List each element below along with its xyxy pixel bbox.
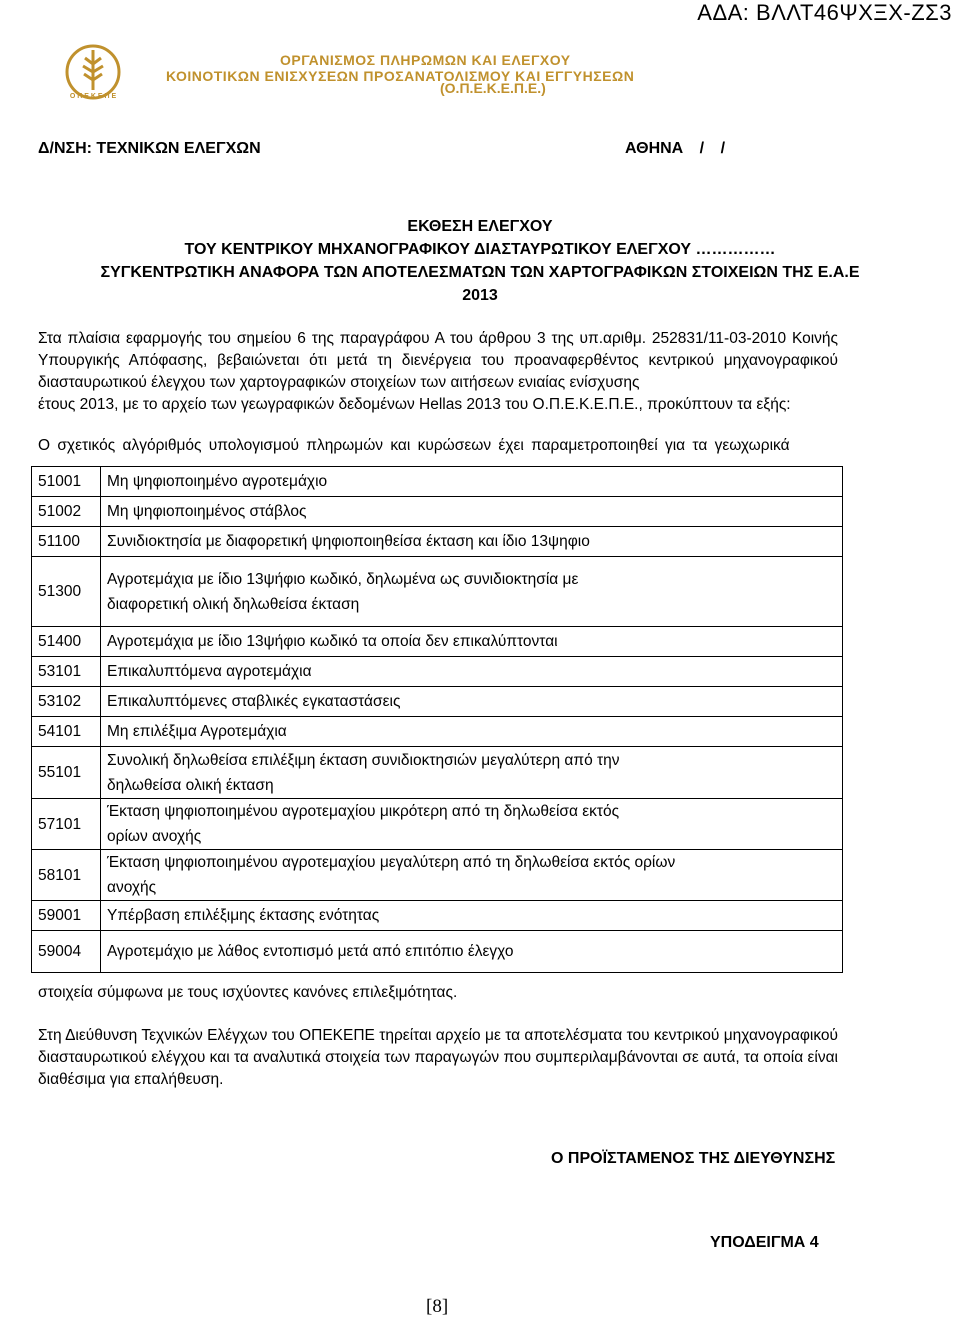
code-cell: 54101 [32,717,101,747]
code-cell: 53101 [32,657,101,687]
error-codes-table [31,466,843,973]
table-row [32,657,843,687]
desc-cell: Μη επιλέξιμα Αγροτεμάχια [101,717,843,747]
desc-cell: Συνιδιοκτησία με διαφορετική ψηφιοποιηθείσα έκταση και ίδιο 13ψηφιο [101,527,843,557]
intro-paragraph [38,328,838,416]
table-row [32,717,843,747]
desc-cell: Μη ψηφιοποιημένος στάβλος [101,497,843,527]
code-cell: 53102 [32,687,101,717]
department: Δ/ΝΣΗ: ΤΕΧΝΙΚΩΝ ΕΛΕΓΧΩΝ [38,140,261,157]
table-row [32,467,843,497]
table-row [32,799,843,850]
table-row [32,557,843,627]
table-row [32,687,843,717]
desc-cell: Έκταση ψηφιοποιημένου αγροτεμαχίου μεγαλύτερη από τη δηλωθείσα εκτός ορίων ανοχής [101,850,843,901]
table-row [32,901,843,931]
code-cell: 59004 [32,931,101,973]
table-row [32,527,843,557]
desc-cell: Μη ψηφιοποιημένο αγροτεμάχιο [101,467,843,497]
desc-cell: Υπέρβαση επιλέξιμης έκτασης ενότητας [101,901,843,931]
org-name-line1: ΟΡΓΑΝΙΣΜΟΣ ΠΛΗΡΩΜΩΝ ΚΑΙ ΕΛΕΓΧΟΥ [280,52,571,68]
signature-title: Ο ΠΡΟΪΣΤΑΜΕΝΟΣ ΤΗΣ ΔΙΕΥΘΥΝΣΗΣ [551,1150,836,1167]
after-table-text: στοιχεία σύμφωνα με τους ισχύοντες κανόνες επιλεξιμότητας. [38,984,458,1001]
template-label: ΥΠΟΔΕΙΓΜΑ 4 [710,1234,819,1251]
org-name-line2: ΚΟΙΝΟΤΙΚΩΝ ΕΝΙΣΧΥΣΕΩΝ ΠΡΟΣΑΝΑΤΟΛΙΣΜΟΥ ΚΑΙ ΕΓΓΥΗΣΕΩΝ [166,68,635,84]
desc-cell: Αγροτεμάχια με ίδιο 13ψήφιο κωδικό, δηλωμένα ως συνιδιοκτησία με διαφορετική ολική δηλωθείσα έκταση [101,557,843,627]
title-year: 2013 [462,287,498,304]
code-cell: 57101 [32,799,101,850]
table-row [32,747,843,799]
ada-code: ΑΔΑ: ΒΛΛΤ46ΨΧΞΧ-ΖΣ3 [697,0,952,25]
code-cell: 58101 [32,850,101,901]
table-row [32,850,843,901]
code-cell: 51300 [32,557,101,627]
desc-cell: Επικαλυπτόμενα αγροτεμάχια [101,657,843,687]
title-line1: ΕΚΘΕΣΗ ΕΛΕΓΧΟΥ [407,218,553,235]
code-cell: 59001 [32,901,101,931]
code-cell: 55101 [32,747,101,799]
code-cell: 51400 [32,627,101,657]
closing-paragraph: Στη Διεύθυνση Τεχνικών Ελέγχων του ΟΠΕΚΕΠΕ τηρείται αρχείο με τα αποτελέσματα του κεντρικού μηχανογραφικού διασταυρωτικού ελέγχου και τα αναλυτικά στοιχεία των παραγωγών που συμπεριλαμβάνονται σε αυτά, τα οποία είναι διαθέσιμα για επαλήθευση. [38,1027,838,1088]
logo-lettering: Ο Π Ε Κ Ε Π Ε [69,93,117,100]
table-row [32,931,843,973]
intro-body: Στα πλαίσια εφαρμογής του σημείου 6 της παραγράφου Α του άρθρου 3 της υπ.αριθμ. 252831/11-03-2010 Κοινής Υπουργικής Απόφασης, βεβαιώνεται ότι μετά τη διενέργεια του προαναφερθέντος κεντρικού μηχανογραφικού διασταυρωτικού έλεγχου των χαρτογραφικών στοιχείων των αιτήσεων ενιαίας ενίσχυσης [38,330,838,391]
table-row [32,497,843,527]
desc-cell: Επικαλυπτόμενες σταβλικές εγκαταστάσεις [101,687,843,717]
table-row [32,627,843,657]
algorithm-notice: Ο σχετικός αλγόριθμός υπολογισμού πληρωμών και κυρώσεων έχει παραμετροποιηθεί για τα γεωχωρικά [38,437,790,454]
desc-cell: Έκταση ψηφιοποιημένου αγροτεμαχίου μικρότερη από τη δηλωθείσα εκτός ορίων ανοχής [101,799,843,850]
title-line2: ΤΟΥ ΚΕΝΤΡΙΚΟΥ ΜΗΧΑΝΟΓΡΑΦΙΚΟΥ ΔΙΑΣΤΑΥΡΩΤΙΚΟΥ ΕΛΕΓΧΟΥ …………… [184,241,776,258]
code-cell: 51002 [32,497,101,527]
desc-cell: Συνολική δηλωθείσα επιλέξιμη έκταση συνιδιοκτησιών μεγαλύτερη από την δηλωθείσα ολική έκταση [101,747,843,799]
title-line3: ΣΥΓΚΕΝΤΡΩΤΙΚΗ ΑΝΑΦΟΡΑ ΤΩΝ ΑΠΟΤΕΛΕΣΜΑΤΩΝ ΤΩΝ ΧΑΡΤΟΓΡΑΦΙΚΩΝ ΣΤΟΙΧΕΙΩΝ ΤΗΣ Ε.Α.Ε [100,264,860,281]
desc-cell: Αγροτεμάχιο με λάθος εντοπισμό μετά από επιτόπιο έλεγχο [101,931,843,973]
page-number: [8] [426,1296,449,1317]
intro-last-line: έτους 2013, με το αρχείο των γεωγραφικών δεδομένων Hellas 2013 του Ο.Π.Ε.Κ.Ε.Π.Ε., προκύπτουν τα εξής: [38,396,791,413]
place-date: ΑΘΗΝΑ / / [625,140,726,157]
code-cell: 51100 [32,527,101,557]
desc-cell: Αγροτεμάχια με ίδιο 13ψήφιο κωδικό τα οποία δεν επικαλύπτονται [101,627,843,657]
opekepe-logo [38,40,148,100]
code-cell: 51001 [32,467,101,497]
org-acronym: (Ο.Π.Ε.Κ.Ε.Π.Ε.) [440,80,546,96]
